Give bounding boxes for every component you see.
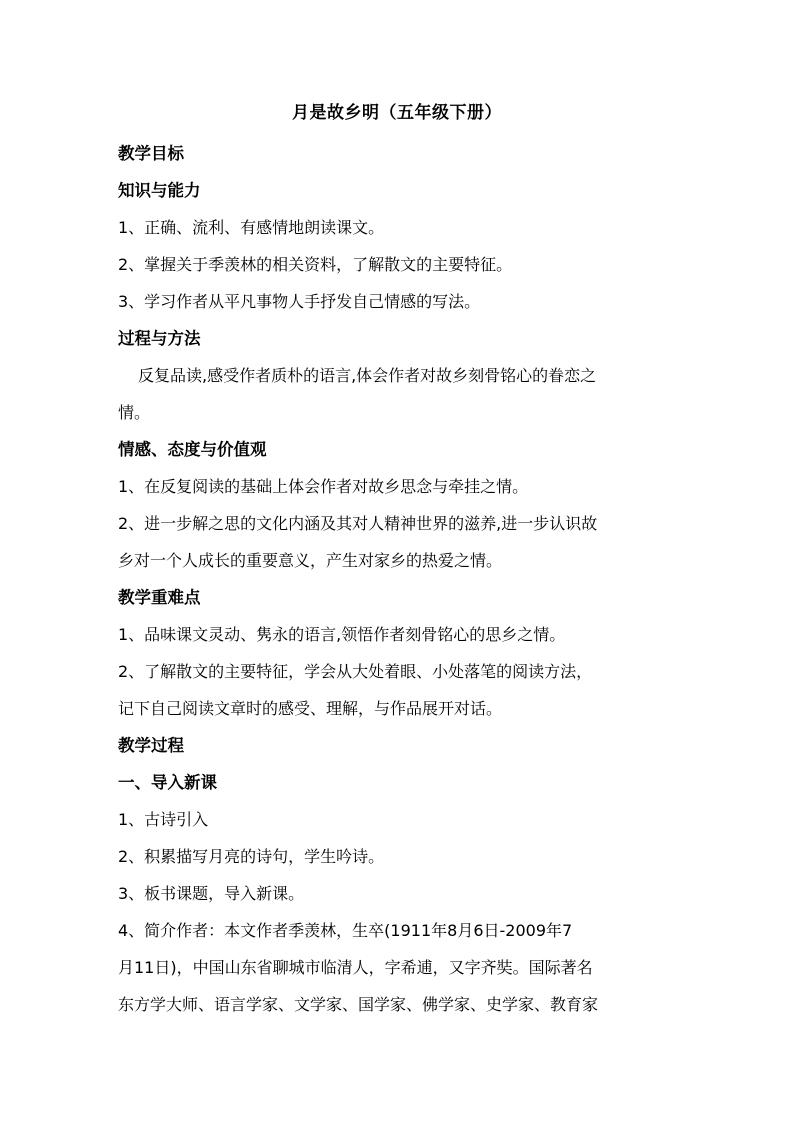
paragraph-line: 3、板书课题，导入新课。 [118, 884, 305, 903]
paragraph-line: 东方学大师、语言学家、文学家、国学家、佛学家、史学家、教育家 [118, 995, 599, 1014]
paragraph-line: 1、正确、流利、有感情地朗读课文。 [118, 218, 385, 237]
paragraph-line: 反复品读,感受作者质朴的语言,体会作者对故乡刻骨铭心的眷恋之 [138, 366, 597, 385]
heading-knowledge-ability: 知识与能力 [118, 181, 201, 200]
paragraph-line: 1、古诗引入 [118, 810, 209, 829]
heading-introduce-lesson: 一、导入新课 [118, 773, 217, 792]
document-body [118, 135, 678, 1023]
paragraph-line: 3、学习作者从平凡事物人手抒发自己情感的写法。 [118, 292, 481, 311]
paragraph-line: 2、积累描写月亮的诗句，学生吟诗。 [118, 847, 385, 866]
paragraph-line: 1、品味课文灵动、隽永的语言,领悟作者刻骨铭心的思乡之情。 [118, 625, 566, 644]
paragraph-line: 2、掌握关于季羡林的相关资料，了解散文的主要特征。 [118, 255, 513, 274]
paragraph-line: 月11日)，中国山东省聊城市临清人，字希逋，又字齐奘。国际著名 [118, 958, 593, 977]
paragraph-line: 情。 [118, 403, 151, 422]
heading-teaching-goals: 教学目标 [118, 144, 184, 163]
document-title: 月是故乡明（五年级下册） [292, 103, 502, 123]
paragraph-line: 2、进一步解之思的文化内涵及其对人精神世界的滋养,进一步认识故 [118, 514, 598, 533]
paragraph-line: 1、在反复阅读的基础上体会作者对故乡思念与牵挂之情。 [118, 477, 529, 496]
paragraph-line: 2、了解散文的主要特征，学会从大处着眼、小处落笔的阅读方法， [118, 662, 593, 681]
heading-key-difficulties: 教学重难点 [118, 588, 201, 607]
paragraph-line: 乡对一个人成长的重要意义，产生对家乡的热爱之情。 [118, 551, 503, 570]
paragraph-line: 4、简介作者：本文作者季羡林，生卒(1911年8月6日-2009年7 [118, 921, 573, 940]
heading-teaching-process: 教学过程 [118, 736, 184, 755]
paragraph-line: 记下自己阅读文章时的感受、理解，与作品展开对话。 [118, 699, 503, 718]
heading-emotion-values: 情感、态度与价值观 [118, 440, 267, 459]
heading-process-method: 过程与方法 [118, 329, 201, 348]
